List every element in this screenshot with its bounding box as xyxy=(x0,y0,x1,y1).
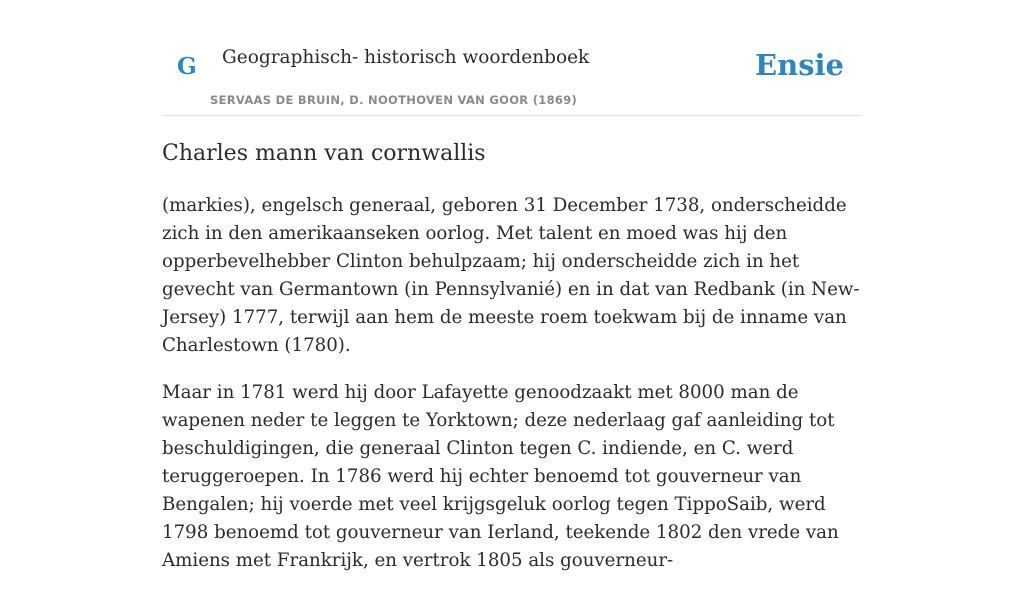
book-logo-icon[interactable]: G xyxy=(177,53,197,80)
brand-logo[interactable]: Ensie xyxy=(755,48,844,82)
book-meta: SERVAAS DE BRUIN, D. NOOTHOVEN VAN GOOR (1869) xyxy=(210,93,578,107)
entry-paragraph: (markies), engelsch generaal, geboren 31 December 1738, onderscheidde zich in den amerikaanseken oorlog. Met talent en moed was hij den opperbevelhebber Clinton behulpzaam; hij onderscheidde zich in het gevecht van Germantown (in Pennsylvanié) en in dat van Redbank (in New-Jersey) 1777, terwijl aan hem de meeste roem toekwam bij de inname van Charlestown (1780). xyxy=(162,195,860,356)
entry-paragraph: Maar in 1781 werd hij door Lafayette genoodzaakt met 8000 man de wapenen neder te leggen te Yorktown; deze nederlaag gaf aanleiding tot beschuldigingen, die generaal Clinton tegen C. indiende, en C. werd teruggeroepen. In 1786 werd hij echter benoemd tot gouverneur van Bengalen; hij voerde met veel krijgsgeluk oorlog tegen TippoSaib, werd 1798 benoemd tot gouverneur van Ierland, teekende 1802 den vrede van Amiens met Frankrijk, en vertrok 1805 als gouverneur- xyxy=(162,382,839,571)
entry-body xyxy=(162,192,862,594)
page xyxy=(162,0,862,571)
entry-title: Charles mann van cornwallis xyxy=(162,141,486,166)
book-title-link[interactable]: Geographisch- historisch woordenboek xyxy=(222,47,590,68)
header xyxy=(162,0,862,116)
